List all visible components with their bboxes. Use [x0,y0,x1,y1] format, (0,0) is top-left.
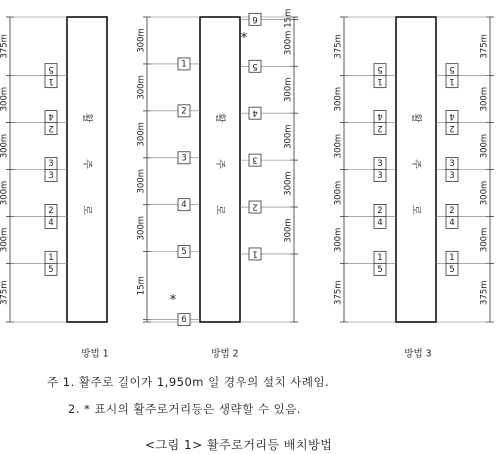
light-number: 1 [48,76,54,87]
dimension-label: 375m [0,280,10,305]
method2-left-light-1 [178,58,190,70]
dimension-label: 15m [283,8,294,28]
dimension-label: 300m [479,86,490,112]
light-number: 2 [449,123,455,134]
light-number: 5 [48,264,54,275]
light-number: 4 [181,200,187,211]
light-number: 2 [252,201,258,212]
star-mark: * [240,31,248,46]
method3-right-light-4 [446,204,458,228]
light-number: 5 [377,264,383,275]
light-number: 2 [48,123,54,134]
method3-left-light-5 [374,251,386,275]
method1-light-5 [45,251,57,275]
runway-3 [396,17,436,322]
light-number: 3 [377,159,383,169]
dimension-label: 300m [136,215,147,241]
method3-left-extensions [344,17,396,322]
method-labels [0,340,496,370]
light-number: 4 [449,217,455,228]
method2-right-light-1 [249,13,261,25]
runway-label-char: 로 [410,205,421,215]
light-number: 3 [252,154,258,165]
note-1: 주 1. 활주로 길이가 1,950m 일 경우의 설치 사례임. [47,375,330,389]
method3-left-light-2 [374,111,386,135]
dimension-label: 300m [283,30,294,56]
runway-label-char: 주 [81,159,92,169]
method2-right-light-2 [249,60,261,72]
dimension-label: 300m [479,227,490,253]
note-2: 2. * 표시의 활주로거리등은 생략할 수 있음. [68,402,302,416]
light-number: 5 [449,264,455,275]
light-number: 1 [181,59,187,70]
method3-right-light-5 [446,251,458,275]
dimension-label: 375m [479,280,490,305]
dimension-label: 300m [0,180,10,206]
runway-label-char: 활 [410,113,421,123]
light-number: 4 [48,111,54,122]
light-number: 3 [181,153,187,164]
dimension-label: 375m [479,34,490,59]
method1-light-4 [45,204,57,228]
light-number: 3 [377,171,383,181]
light-number: 4 [252,107,258,118]
runway-label-char: 로 [81,205,92,215]
runway-label-char: 활 [81,113,92,123]
method2-left-light-4 [178,199,190,211]
method2-right-dims [284,9,299,322]
dimension-label: 300m [333,227,344,253]
light-number: 4 [449,111,455,122]
dimension-label: 300m [479,133,490,159]
method2-left-extensions [147,17,200,322]
method2-left-light-3 [178,152,190,164]
dimension-label: 300m [136,28,147,53]
method3-right-extensions [436,17,490,322]
light-number: 6 [181,315,187,326]
light-number: 3 [48,159,54,169]
light-number: 5 [48,64,54,75]
dimension-label: 300m [136,168,147,194]
runway-1 [67,17,107,322]
dimension-label: 300m [479,180,490,206]
method1-light-3 [45,158,57,182]
method3-left-light-4 [374,204,386,228]
runway-2 [200,17,240,322]
dimension-label: 300m [333,133,344,159]
light-number: 1 [449,76,455,87]
light-number: 1 [48,252,54,263]
dimension-label: 300m [333,180,344,206]
dimension-label: 300m [136,122,147,147]
light-number: 2 [449,205,455,216]
light-number: 2 [377,205,383,216]
method2-right-light-5 [249,201,261,213]
dimension-label: 15m [136,276,147,296]
method2-right-light-4 [249,154,261,166]
light-number: 3 [449,159,455,169]
dimension-label: 300m [0,86,10,112]
light-number: 3 [48,171,54,181]
method3-left-light-3 [374,158,386,182]
method2-left-light-2 [178,105,190,117]
dimension-label: 300m [333,86,344,112]
star-mark: * [169,293,177,308]
method1-light-2 [45,111,57,135]
method2-right-light-6 [249,248,261,260]
light-number: 3 [449,171,455,181]
dimension-label: 375m [333,280,344,305]
light-number: 1 [449,252,455,263]
dimension-label: 375m [333,34,344,59]
runway-label-char: 주 [214,159,225,169]
light-number: 5 [181,247,187,258]
dimension-label: 300m [136,75,147,100]
method1-light-1 [45,64,57,88]
method3-right-light-1 [446,64,458,88]
dimension-label: 300m [283,77,294,102]
runway-label-char: 로 [214,205,225,215]
dimension-label: 375m [0,34,10,59]
runway-label-char: 활 [214,113,225,123]
method3-right-light-2 [446,111,458,135]
light-number: 4 [48,217,54,228]
method-label-1: 방법 1 [81,348,109,360]
light-number: 5 [252,60,258,71]
dimension-label: 300m [283,171,294,196]
method3-right-light-3 [446,158,458,182]
light-number: 2 [377,123,383,134]
method-label-3: 방법 3 [404,348,432,360]
method1-extensions [10,17,67,322]
method2-left-light-5 [178,246,190,258]
dimension-label: 300m [283,124,294,149]
dimension-label: 300m [283,218,294,243]
light-number: 2 [48,205,54,216]
light-number: 2 [181,106,187,117]
figure-caption: <그림 1> 활주로거리등 배치방법 [145,438,333,452]
method-label-2: 방법 2 [211,348,239,360]
method2-right-light-3 [249,107,261,119]
runway-label-char: 주 [410,159,421,169]
light-number: 5 [449,64,455,75]
method3-left-light-1 [374,64,386,88]
light-number: 1 [377,76,383,87]
light-number: 4 [377,217,383,228]
light-number: 5 [377,64,383,75]
light-number: 6 [252,13,258,24]
light-number: 4 [377,111,383,122]
method2-left-dims [137,17,152,322]
light-number: 1 [252,248,258,259]
method2-right-extensions [240,17,294,322]
method2-left-light-6 [178,314,190,326]
dimension-label: 300m [0,133,10,159]
dimension-label: 300m [0,227,10,253]
light-number: 1 [377,252,383,263]
